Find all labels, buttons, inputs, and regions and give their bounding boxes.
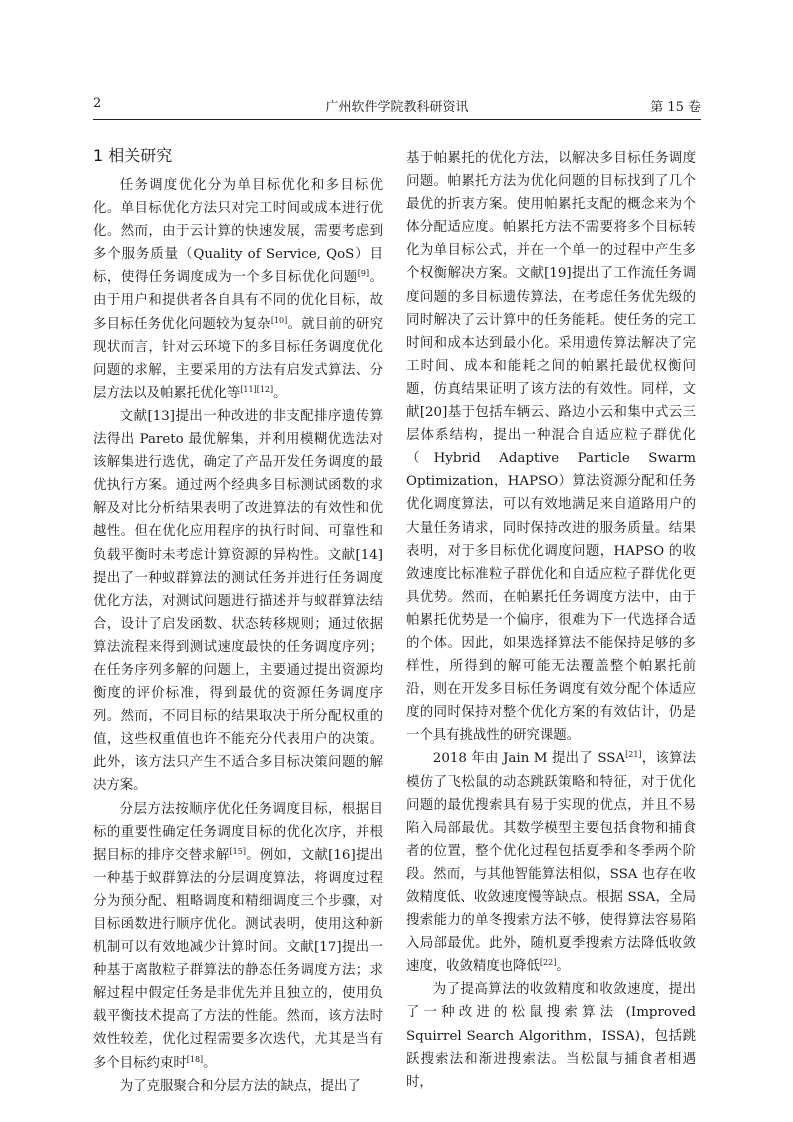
paragraph [93,174,383,405]
citation-superscript: [22] [539,958,557,968]
citation-superscript: [9] [357,269,370,279]
paragraph-text: 。就目前的研究现状而言，针对云环境下的多目标任务调度优化问题的求解，主要采用的方法有启发式算法、分层方法以及帕累托优化等 [93,316,384,401]
paragraph-text: 为了提高算法的收敛精度和收敛速度，提出了一种改进的松鼠搜索算法 (Improved Squirrel Search Algorithm，ISSA)，包括跳跃搜索法和渐进搜索法。当松鼠与捕食者相遇时， [406,982,696,1090]
running-header [93,96,701,116]
volume-label: 第 15 卷 [650,100,701,115]
citation-superscript: [18] [186,1054,204,1064]
paragraph [93,1075,383,1098]
paragraph [93,405,383,798]
left-column [93,144,383,1098]
paragraph-text: 分层方法按顺序优化任务调度目标，根据目标的重要性确定任务调度目标的优化次序，并根据目标的排序交替求解 [93,801,383,863]
right-column [406,147,696,1094]
paragraph [406,978,696,1093]
citation-superscript: [11][12] [240,384,274,394]
page-number: 2 [93,96,102,111]
paragraph-text: 。 [556,959,570,975]
header-rule [93,119,701,120]
paragraph-text: 。 [203,1055,217,1071]
paragraph [406,747,696,978]
citation-superscript: [10] [270,315,288,325]
paragraph-text: 任务调度优化分为单目标优化和多目标优化。单目标优化方法只对完工时间或成本进行优化。然而，由于云计算的快速发展，需要考虑到多个服务质量（Quality of Service, QoS）目标，使得任务调度成为一个多目标优化问题 [93,178,383,286]
citation-superscript: [15] [229,846,246,856]
paragraph-text: 。例如，文献[16]提出一种基于蚁群算法的分层调度算法，将调度过程分为预分配、粗略调度和精细调度三个步骤，对目标函数进行顺序优化。测试表明，使用这种新机制可以有效地减少计算时间。文献[17]提出一种基于离散粒子群算法的静态任务调度方法；求解过程中假定任务是非优先并且独立的，使用负载平衡技术提高了方法的性能。然而，该方法时效性较差，优化过程需要多次迭代，尤其是当有多个目标约束时 [93,847,383,1071]
left-column-body [93,174,383,1098]
citation-superscript: [21] [625,750,642,760]
paragraph-text: 。由于用户和提供者各自具有不同的优化目标，故多目标任务优化问题较为复杂 [93,270,384,332]
paragraph-text: 文献[13]提出一种改进的非支配排序遗传算法得出 Pareto 最优解集，并利用模糊优选法对该解集进行选优，确定了产品开发任务调度的最优执行方案。通过两个经典多目标测试函数的求解及对比分析结果表明了改进算法的有效性和优越性。但在优化应用程序的执行时间、可靠性和负载平衡时未考虑计算资源的异构性。文献[14]提出了一种蚁群算法的测试任务并进行任务调度优化方法，对测试问题进行描述并与蚁群算法结合，设计了启发函数、状态转移规则；通过依据算法流程来得到测试速度最快的任务调度序列；在任务序列多解的问题上，主要通过提出资源均衡度的评价标准，得到最优的资源任务调度序列。然而，不同目标的结果取决于所分配权重的值，这些权重值也许不能充分代表用户的决策。此外，该方法只产生不适合多目标决策问题的解决方案。 [93,408,383,794]
right-column-body [406,147,696,1094]
paragraph [93,798,383,1075]
paragraph [406,147,696,747]
journal-title: 广州软件学院教科研资讯 [325,100,469,115]
section-title: 1 相关研究 [93,146,173,165]
paragraph-text: 2018 年由 Jain M 提出了 SSA [432,751,626,767]
paragraph-text: 。 [273,385,287,401]
paragraph-text: ，该算法模仿了飞松鼠的动态跳跃策略和特征，对于优化问题的最优搜索具有易于实现的优点，并且不易陷入局部最优。其数学模型主要包括食物和捕食者的位置，整个优化过程包括夏季和冬季两个阶段。然而，与其他智能算法相似，SSA 也存在收敛精度低、收敛速度慢等缺点。根据 SSA，全局搜索能力的单冬搜索方法不够，使得算法容易陷入局部最优。此外，随机夏季搜索方法降低收敛速度，收敛精度也降低 [406,751,696,975]
paragraph-text: 为了克服聚合和分层方法的缺点，提出了 [119,1078,361,1094]
paragraph-text: 基于帕累托的优化方法，以解决多目标任务调度问题。帕累托方法为优化问题的目标找到了几个最优的折衷方案。使用帕累托支配的概念来为个体分配适应度。帕累托方法不需要将多个目标转化为单目标公式，并在一个单一的过程中产生多个权衡解决方案。文献[19]提出了工作流任务调度问题的多目标遗传算法，在考虑任务优先级的同时解决了云计算中的任务能耗。使任务的完工时间和成本达到最小化。采用遗传算法解决了完工时间、成本和能耗之间的帕累托最优权衡问题，仿真结果证明了该方法的有效性。同样，文献[20]基于包括车辆云、路边小云和集中式云三层体系结构，提出一种混合自适应粒子群优化（Hybrid Adaptive Particle Swarm Optimization，HAPSO）算法资源分配和任务优化调度算法，可以有效地满足来自道路用户的大量任务请求，同时保持改进的服务质量。结果表明，对于多目标优化调度问题，HAPSO 的收敛速度比标准粒子群优化和自适应粒子群优化更具优势。然而，在帕累托任务调度方法中，由于帕累托优势是一个偏序，很难为下一代选择合适的个体。因此，如果选择算法不能保持足够的多样性，所得到的解可能无法覆盖整个帕累托前沿，则在开发多目标任务调度有效分配个体适应度的同时保持对整个优化方案的有效估计，仍是一个具有挑战性的研究课题。 [406,151,696,744]
